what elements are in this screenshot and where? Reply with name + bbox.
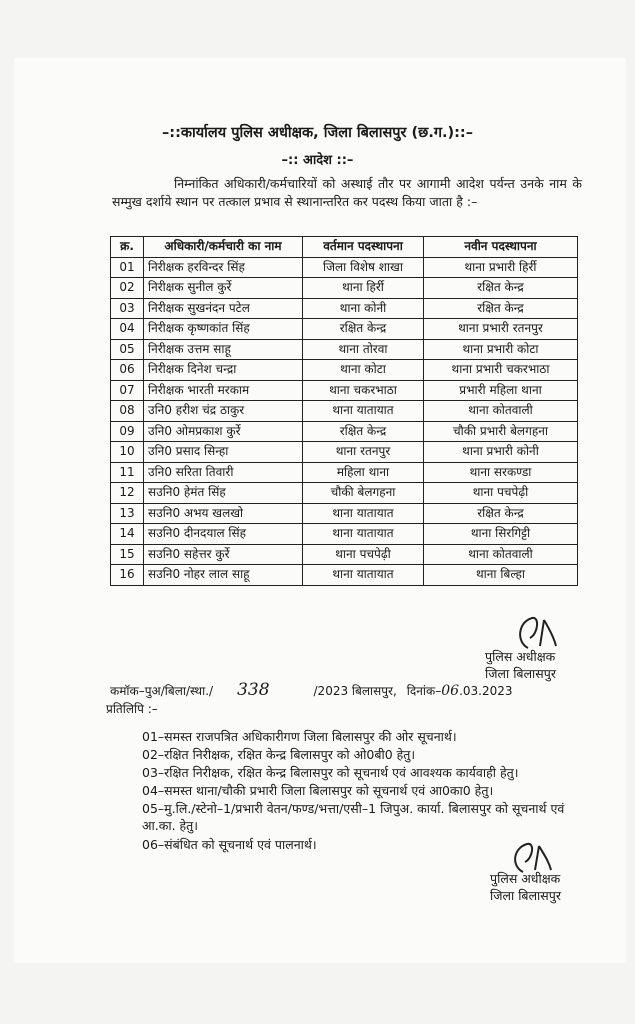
row-name: निरीक्षक सुनील कुर्रे: [144, 278, 303, 299]
row-name: सउनि0 सहेत्तर कुर्रे: [144, 544, 303, 565]
signatory-district: जिला बिलासपुर: [490, 888, 561, 903]
row-new-posting: थाना सिरगिट्टी: [424, 524, 578, 545]
row-name: उनि0 हरीश चंद्र ठाकुर: [144, 401, 303, 422]
row-current-posting: थाना रतनपुर: [303, 442, 424, 463]
table-row: [111, 503, 578, 524]
row-current-posting: थाना चकरभाठा: [303, 380, 424, 401]
col-header-current-posting: वर्तमान पदस्थापना: [303, 237, 424, 258]
row-new-posting: थाना प्रभारी रतनपुर: [424, 319, 578, 340]
row-name: सउनि0 दीनदयाल सिंह: [144, 524, 303, 545]
row-serial: 04: [111, 319, 144, 340]
copy-item-4: 04–समस्त थाना/चौकी प्रभारी जिला बिलासपुर को सूचनार्थ एवं आ0का0 हेतु।: [142, 783, 494, 798]
copy-item-6: 06–संबंधित को सूचनार्थ एवं पालनार्थ।: [142, 837, 317, 852]
row-new-posting: रक्षित केन्द्र: [424, 298, 578, 319]
table-row: [111, 278, 578, 299]
signature-block-2: [490, 870, 561, 904]
row-new-posting: प्रभारी महिला थाना: [424, 380, 578, 401]
row-name: निरीक्षक दिनेश चन्द्रा: [144, 360, 303, 381]
row-name: सउनि0 हेमंत सिंह: [144, 483, 303, 504]
row-new-posting: थाना प्रभारी चकरभाठा: [424, 360, 578, 381]
row-serial: 07: [111, 380, 144, 401]
copy-item-5: 05–मु.लि./स्टेनो–1/प्रभारी वेतन/फण्ड/भत्ता/एसी–1 जिपुअ. कार्या. बिलासपुर को सूचनार्थ एवं आ.का. हेतु।: [142, 801, 565, 833]
row-current-posting: थाना यातायात: [303, 565, 424, 586]
row-name: उनि0 प्रसाद सिन्हा: [144, 442, 303, 463]
row-current-posting: रक्षित केन्द्र: [303, 319, 424, 340]
table-row: [111, 319, 578, 340]
row-serial: 08: [111, 401, 144, 422]
table-row: [111, 565, 578, 586]
row-name: निरीक्षक उत्तम साहू: [144, 339, 303, 360]
row-current-posting: जिला विशेष शाखा: [303, 257, 424, 278]
row-new-posting: थाना प्रभारी कोटा: [424, 339, 578, 360]
copy-item-3: 03–रक्षित निरीक्षक, रक्षित केन्द्र बिलासपुर को सूचनार्थ एवं आवश्यक कार्यवाही हेतु।: [142, 765, 519, 780]
signature-block-1: [485, 648, 556, 682]
row-current-posting: चौकी बेलगहना: [303, 483, 424, 504]
row-name: निरीक्षक कृष्णकांत सिंह: [144, 319, 303, 340]
office-title: –::कार्यालय पुलिस अधीक्षक, जिला बिलासपुर (छ.ग.)::–: [162, 125, 473, 141]
reference-number: 338: [237, 680, 270, 700]
reference-year-place: /2023 बिलासपुर,: [313, 684, 397, 698]
row-current-posting: थाना तोरवा: [303, 339, 424, 360]
row-serial: 16: [111, 565, 144, 586]
row-serial: 15: [111, 544, 144, 565]
row-serial: 03: [111, 298, 144, 319]
row-serial: 06: [111, 360, 144, 381]
row-serial: 01: [111, 257, 144, 278]
copy-item-1: 01–समस्त राजपत्रित अधिकारीगण जिला बिलासपुर की ओर सूचनार्थ।: [142, 729, 457, 744]
table-row: [111, 257, 578, 278]
table-row: [111, 442, 578, 463]
row-name: उनि0 सरिता तिवारी: [144, 462, 303, 483]
table-header-row: [111, 237, 578, 258]
signatory-designation: पुलिस अधीक्षक: [485, 649, 556, 664]
date-day: 06: [441, 683, 460, 699]
row-current-posting: महिला थाना: [303, 462, 424, 483]
table-body: [111, 257, 578, 585]
row-serial: 12: [111, 483, 144, 504]
row-serial: 02: [111, 278, 144, 299]
table-row: [111, 380, 578, 401]
row-current-posting: रक्षित केन्द्र: [303, 421, 424, 442]
table-row: [111, 483, 578, 504]
row-new-posting: थाना सरकण्डा: [424, 462, 578, 483]
row-serial: 13: [111, 503, 144, 524]
table-row: [111, 421, 578, 442]
row-name: सउनि0 नोहर लाल साहू: [144, 565, 303, 586]
row-new-posting: थाना कोतवाली: [424, 401, 578, 422]
table-row: [111, 524, 578, 545]
transfer-table: [110, 236, 578, 586]
row-current-posting: थाना पचपेढ़ी: [303, 544, 424, 565]
intro-paragraph: [112, 175, 582, 211]
copy-to-label: प्रतिलिपि :–: [106, 702, 158, 716]
col-header-name: अधिकारी/कर्मचारी का नाम: [144, 237, 303, 258]
row-new-posting: रक्षित केन्द्र: [424, 278, 578, 299]
row-serial: 10: [111, 442, 144, 463]
table-row: [111, 339, 578, 360]
table-row: [111, 401, 578, 422]
row-current-posting: थाना यातायात: [303, 503, 424, 524]
intro-text: निम्नांकित अधिकारी/कर्मचारियों को अस्थाई तौर पर आगामी आदेश पर्यन्त उनके नाम के सम्मुख दर्शाये स्थान पर तत्काल प्रभाव से स्थानान्तरित कर पदस्थ किया जाता है :–: [112, 176, 582, 209]
row-new-posting: चौकी प्रभारी बेलगहना: [424, 421, 578, 442]
table-row: [111, 298, 578, 319]
col-header-sn: क्र.: [111, 237, 144, 258]
signatory-district: जिला बिलासपुर: [485, 666, 556, 681]
row-current-posting: थाना यातायात: [303, 524, 424, 545]
row-name: सउनि0 अभय खलखो: [144, 503, 303, 524]
table-row: [111, 462, 578, 483]
row-serial: 14: [111, 524, 144, 545]
row-current-posting: थाना कोनी: [303, 298, 424, 319]
signatory-designation: पुलिस अधीक्षक: [490, 871, 561, 886]
row-name: उनि0 ओमप्रकाश कुर्रे: [144, 421, 303, 442]
reference-line: [110, 680, 513, 700]
col-header-new-posting: नवीन पदस्थापना: [424, 237, 578, 258]
table-row: [111, 360, 578, 381]
row-current-posting: थाना कोटा: [303, 360, 424, 381]
row-serial: 11: [111, 462, 144, 483]
reference-prefix: कमॉक–पुअ/बिला/स्था./: [110, 684, 214, 698]
row-name: निरीक्षक भारती मरकाम: [144, 380, 303, 401]
row-current-posting: थाना यातायात: [303, 401, 424, 422]
row-new-posting: थाना प्रभारी कोनी: [424, 442, 578, 463]
row-new-posting: रक्षित केन्द्र: [424, 503, 578, 524]
order-heading: –:: आदेश ::–: [281, 153, 354, 168]
row-new-posting: थाना पचपेढ़ी: [424, 483, 578, 504]
row-serial: 09: [111, 421, 144, 442]
row-name: निरीक्षक हरविन्दर सिंह: [144, 257, 303, 278]
date-rest: .03.2023: [459, 684, 513, 698]
date-label: दिनांक–: [406, 684, 442, 698]
row-name: निरीक्षक सुखनंदन पटेल: [144, 298, 303, 319]
copy-item-2: 02–रक्षित निरीक्षक, रक्षित केन्द्र बिलासपुर को ओ0बी0 हेतु।: [142, 747, 416, 762]
row-new-posting: थाना बिल्हा: [424, 565, 578, 586]
table-row: [111, 544, 578, 565]
row-current-posting: थाना हिर्री: [303, 278, 424, 299]
row-new-posting: थाना प्रभारी हिर्री: [424, 257, 578, 278]
row-serial: 05: [111, 339, 144, 360]
row-new-posting: थाना कोतवाली: [424, 544, 578, 565]
signature-mark-1: [510, 612, 560, 652]
